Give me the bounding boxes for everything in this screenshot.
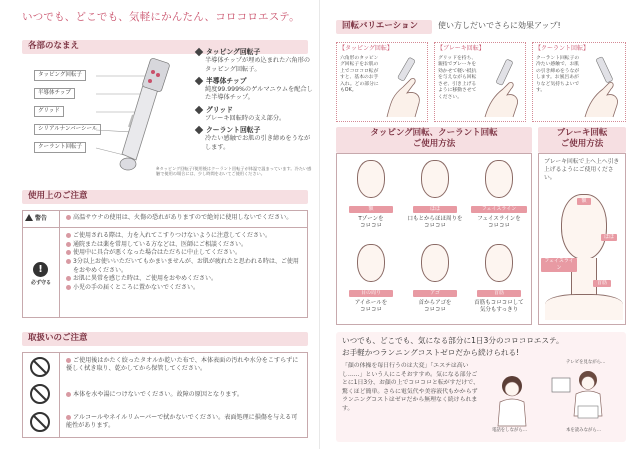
part-desc-1 xyxy=(196,48,314,74)
caution-title: 使用上のご注意 xyxy=(22,190,308,204)
part-label-tapping: タッピング回転子 xyxy=(34,70,86,81)
face-text: アイホールを コロコロ xyxy=(354,300,388,314)
bullet-icon xyxy=(66,250,71,255)
brake-caption-faceline: フェイスライン xyxy=(541,258,577,272)
part-label-serial: シリアルナンバーシール xyxy=(34,124,101,135)
left-headline: いつでも、どこでも、気軽にかんたん、コロコロエステ。 xyxy=(22,11,300,23)
bottom-body: 「顔の体操を毎日行うのは大変」「エステは高いし……」という人にこそおすすめ。気になる部分ごとに1日3分、お顔の上でコロコロと転がすだけで、驚くほど簡単。さらに電気代や美容液代もかからずランニングコストはゼロだから無理なく続けられます。 xyxy=(342,363,479,412)
face-caption: 額 xyxy=(349,206,393,213)
handling-item-3 xyxy=(66,414,302,430)
handling-item-text: 本体を水や湯につけないでください。故障の原因となります。 xyxy=(73,391,244,398)
tapping-usage-panel xyxy=(336,153,532,325)
part-descriptions xyxy=(196,48,314,152)
variation-label: 【クーラント回転】 xyxy=(535,45,590,52)
face-text: Tゾーンを コロコロ xyxy=(358,216,384,230)
must-item-text: 小児の手の届くところに置かないでください。 xyxy=(73,284,200,292)
face-text: 首からアゴを コロコロ xyxy=(418,300,452,314)
must-item-text: ご使用される際は、力を入れてこすりつけないように注意してください。 xyxy=(73,232,272,239)
must-label-cell xyxy=(22,228,60,318)
diamond-bullet-icon xyxy=(195,106,203,114)
bullet-icon xyxy=(66,415,71,420)
brake-usage-title xyxy=(538,127,626,153)
variation-label: 【ブレーキ回転】 xyxy=(437,45,485,52)
warning-row xyxy=(22,210,308,228)
part-name: タッピング回転子 xyxy=(206,48,261,56)
parts-title: 各部のなまえ xyxy=(22,40,308,54)
phone-label: 電話をしながら… xyxy=(492,428,528,433)
brake-usage-title-line2: ご使用方法 xyxy=(560,139,604,150)
must-item-text: お肌に異常を感じた時は、ご使用をおやめください。 xyxy=(73,275,218,283)
diamond-bullet-icon xyxy=(195,48,203,56)
face-illustration xyxy=(421,160,449,198)
face-illustration xyxy=(357,244,385,282)
parts-note: ※タッピング回転子/使用後はクーラント回転子が体温で温まっています。冷たい感触で使用の場合には、少し時間をおいてご使用ください。 xyxy=(156,166,312,177)
part-label-grid: グリッド xyxy=(34,106,64,117)
handling-item-text: ご使用後はかたく絞ったタオルか乾いた布で、本体表面の汚れや水分をこすらずに優しく拭き取り、乾かしてから保管してください。 xyxy=(66,357,299,373)
part-label-coolant: クーラント回転子 xyxy=(34,142,86,153)
brake-usage-title-line1: ブレーキ回転 xyxy=(556,128,608,138)
variation-text: クーラント回転子の冷たい感触で、お肌の引き締めをうながします。お風呂あがりなど気持ちよいです。 xyxy=(536,56,580,94)
face-illustration xyxy=(357,160,385,198)
face-caption: 目の周り xyxy=(349,290,393,297)
handling-item-1 xyxy=(66,357,302,373)
tapping-usage-title-line1: タッピング回転、クーラント回転 xyxy=(370,128,498,138)
bottom-title-1: いつでも、どこでも、気になる部分に1日3分のコロコロエステ。 xyxy=(342,336,564,345)
variation-col-3 xyxy=(532,42,626,122)
part-label-chip: 半導体チップ xyxy=(34,88,75,99)
must-items xyxy=(66,232,302,293)
variation-label: 【タッピング回転】 xyxy=(339,45,393,52)
bullet-icon xyxy=(66,285,71,290)
brake-caption-neck: 首筋 xyxy=(593,280,611,287)
warning-text xyxy=(66,214,292,222)
must-item xyxy=(66,249,302,258)
must-item xyxy=(66,232,302,241)
shoulder-illustration xyxy=(545,294,623,320)
face-text: 首筋もコロコロして 気分もすっきり xyxy=(474,300,524,314)
face-caption: アゴ xyxy=(413,290,457,297)
warning-text-value: 高温サウナの使用は、火傷の恐れがありますので絶対に使用しないでください。 xyxy=(73,214,293,221)
prohibited-slash-icons xyxy=(30,357,50,433)
bullet-icon xyxy=(66,233,71,238)
tv-label: テレビを見ながら… xyxy=(566,360,606,365)
warning-triangle-icon xyxy=(25,214,33,221)
bullet-icon xyxy=(66,259,71,264)
diamond-bullet-icon xyxy=(195,126,203,134)
variation-col-2 xyxy=(434,42,526,122)
part-desc-4 xyxy=(196,126,314,152)
hand-tapping-illustration xyxy=(381,55,427,119)
part-desc: ブレーキ回転時の支え部分。 xyxy=(205,114,286,122)
face-caption: ほほ xyxy=(413,206,457,213)
tapping-usage-title-line2: ご使用方法 xyxy=(412,139,456,150)
must-item-text: 通院または薬を常用している方などは、医師にご相談ください。 xyxy=(73,240,248,248)
variation-text: グリッドを持ち、親指でブレーキを効かせて軽い抵抗を与えながら回転させ、引き上げるように移動させてください。 xyxy=(438,56,477,100)
warning-label-cell xyxy=(22,210,60,227)
hand-brake-illustration xyxy=(481,55,525,119)
handling-item-text: アルコールやネイルリムーバーで拭かないでください。表面処理に損傷を与える可能性があります。 xyxy=(66,414,298,430)
right-page xyxy=(320,0,640,449)
exclamation-circle-icon: ! xyxy=(33,262,48,277)
warning-label: 警告 xyxy=(35,215,48,222)
variation-col-1 xyxy=(336,42,428,122)
part-desc-3 xyxy=(196,106,314,124)
face-illustration xyxy=(485,244,513,282)
brake-caption-forehead: 額 xyxy=(577,198,591,205)
tapping-usage-title xyxy=(336,127,532,153)
bullet-icon xyxy=(66,276,71,281)
handling-title: 取扱いのご注意 xyxy=(22,332,308,346)
diamond-bullet-icon xyxy=(195,77,203,85)
bullet-icon xyxy=(66,215,71,220)
bullet-icon xyxy=(66,358,71,363)
must-item xyxy=(66,258,302,275)
face-caption: フェイスライン xyxy=(471,206,527,213)
hand-coolant-illustration xyxy=(581,55,625,119)
variation-text: 六角形のタッピング回転子をお肌の上でコロコロ転がすと、基本のお手入れ。どの部分にもOK。 xyxy=(340,56,379,94)
brake-usage-panel xyxy=(538,153,626,325)
part-name: クーラント回転子 xyxy=(206,126,261,135)
handling-item-2 xyxy=(66,391,302,399)
must-item xyxy=(66,275,302,284)
roller-device-illustration xyxy=(92,52,187,182)
must-item-text: 3分以上お使いいただいてもかまいませんが、お肌が疲れたと思われる時は、ご使用をおやめください。 xyxy=(73,258,299,274)
brake-usage-text: ブレーキ回転で上へ上へ引き上げるようにご使用ください。 xyxy=(544,159,620,181)
bottom-title-2: お手軽かつランニングコストゼロだから続けられる! xyxy=(342,348,520,357)
face-text: 口もとからほほ周りを コロコロ xyxy=(407,216,463,230)
part-desc: 純度99.999%のゲルマニウムを配合した半導体チップ。 xyxy=(205,86,313,102)
face-caption: 首筋 xyxy=(477,290,521,297)
bullet-icon xyxy=(66,392,71,397)
face-illustration xyxy=(485,160,513,198)
brake-caption-cheek: ほほ xyxy=(601,234,617,241)
face-text: フェイスラインを コロコロ xyxy=(477,216,521,230)
part-name: グリッド xyxy=(206,105,233,114)
book-label: 本を読みながら… xyxy=(566,428,602,433)
must-item xyxy=(66,284,302,293)
part-desc: 半導体チップが埋め込まれた六角形のタッピング回転子。 xyxy=(205,57,311,73)
must-item-text: 使用中に具合が悪くなった場合はただちに中止してください。 xyxy=(73,249,242,257)
variation-title: 回転バリエーション xyxy=(336,20,432,34)
face-illustration xyxy=(421,244,449,282)
must-label: 必ず守る xyxy=(30,280,51,286)
bullet-icon xyxy=(66,242,71,247)
part-desc-2 xyxy=(196,77,314,103)
part-name: 半導体チップ xyxy=(206,76,247,85)
variation-subtitle: 使い方しだいでさらに効果アップ! xyxy=(438,21,561,30)
part-desc: 冷たい感触でお肌の引き締めをうながします。 xyxy=(205,135,311,151)
